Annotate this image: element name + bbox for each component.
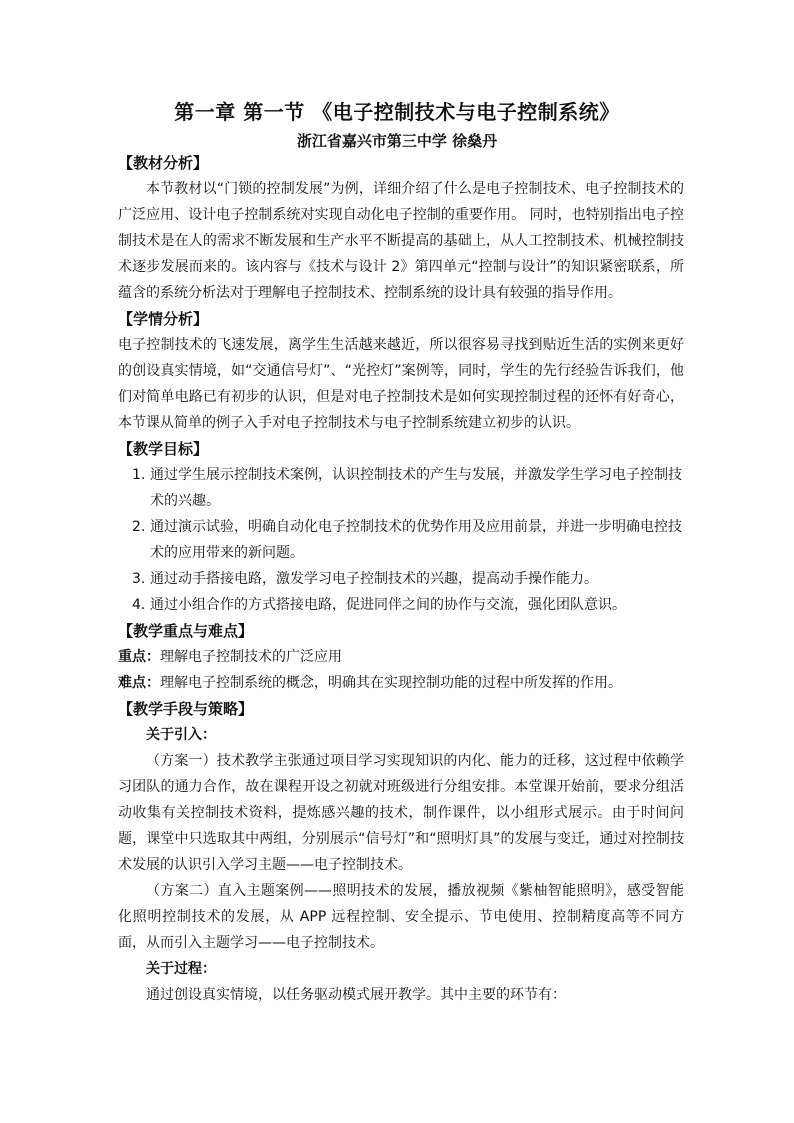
list-item-number: 3. <box>132 571 146 587</box>
list-item-text: 通过学生展示控制技术案例，认识控制技术的产生与发展，并激发学生学习电子控制技术的兴趣。 <box>150 467 682 509</box>
list-item <box>118 462 684 514</box>
key-point-line <box>118 644 684 670</box>
list-item <box>118 514 684 566</box>
author-line: 浙江省嘉兴市第三中学 徐燊丹 <box>296 132 498 150</box>
document-body <box>118 150 684 1008</box>
intro-subheading: 关于引入： <box>146 727 216 743</box>
list-item-number: 1. <box>132 467 146 483</box>
textbook-analysis-text: 本节教材以“门锁的控制发展”为例，详细介绍了什么是电子控制技术、电子控制技术的广泛应用、设计电子控制系统对实现自动化电子控制的重要作用。 同时，也特别指出电子控制技术是在人的需求不断发展和生产水平不断提高的基础上，从人工控制技术、机械控制技术逐步发展而来的。该内容与《技术与设计 2》第四单元“控制与设计”的知识紧密联系，所蕴含的系统分析法对于理解电子控制技术、控制系统的设计具有较强的指导作用。 <box>118 181 684 301</box>
plan-two-text: （方案二）直入主题案例——照明技术的发展，播放视频《紫柚智能照明》，感受智能化照明控制技术的发展，从 APP 远程控制、安全提示、节电使用、控制精度高等不同方面，从而引入主题学习——电子控制技术。 <box>118 883 684 951</box>
section-heading-students: 【学情分析】 <box>118 310 209 328</box>
list-item-number: 2. <box>132 519 146 535</box>
section-heading-key-points: 【教学重点与难点】 <box>118 622 254 640</box>
goals-list <box>118 462 684 618</box>
student-analysis-text: 电子控制技术的飞速发展，离学生生活越来越近，所以很容易寻找到贴近生活的实例来更好的创设真实情境，如“交通信号灯”、“光控灯”案例等，同时，学生的先行经验告诉我们，他们对简单电路已有初步的认识，但是对电子控制技术是如何实现控制过程的还怀有好奇心，本节课从简单的例子入手对电子控制技术与电子控制系统建立初步的认识。 <box>118 337 684 431</box>
list-item-number: 4. <box>132 597 146 613</box>
key-point-label: 重点： <box>118 649 160 665</box>
process-text: 通过创设真实情境，以任务驱动模式展开教学。其中主要的环节有： <box>146 987 566 1003</box>
list-item <box>118 592 684 618</box>
key-point-text: 理解电子控制技术的广泛应用 <box>160 649 342 665</box>
list-item-text: 通过小组合作的方式搭接电路，促进同伴之间的协作与交流，强化团队意识。 <box>150 597 626 613</box>
section-heading-goals: 【教学目标】 <box>118 440 209 458</box>
process-subheading: 关于过程： <box>146 961 216 977</box>
plan-one-text: （方案一）技术教学主张通过项目学习实现知识的内化、能力的迁移，这过程中依赖学习团队的通力合作，故在课程开设之初就对班级进行分组安排。本堂课开始前，要求分组活动收集有关控制技术资料，提炼感兴趣的技术，制作课件，以小组形式展示。由于时间问题，课堂中只选取其中两组，分别展示“信号灯”和“照明灯具”的发展与变迁，通过对控制技术发展的认识引入学习主题——电子控制技术。 <box>118 753 684 873</box>
section-heading-textbook: 【教材分析】 <box>118 154 209 172</box>
difficult-point-text: 理解电子控制系统的概念，明确其在实现控制功能的过程中所发挥的作用。 <box>160 675 622 691</box>
difficult-point-label: 难点： <box>118 675 160 691</box>
list-item-text: 通过演示试验，明确自动化电子控制技术的优势作用及应用前景，并进一步明确电控技术的应用带来的新问题。 <box>150 519 682 561</box>
difficult-point-line <box>118 670 684 696</box>
section-heading-methods: 【教学手段与策略】 <box>118 700 254 718</box>
page-title: 第一章 第一节 《电子控制技术与电子控制系统》 <box>174 100 620 124</box>
list-item <box>118 566 684 592</box>
list-item-text: 通过动手搭接电路，激发学习电子控制技术的兴趣，提高动手操作能力。 <box>150 571 598 587</box>
